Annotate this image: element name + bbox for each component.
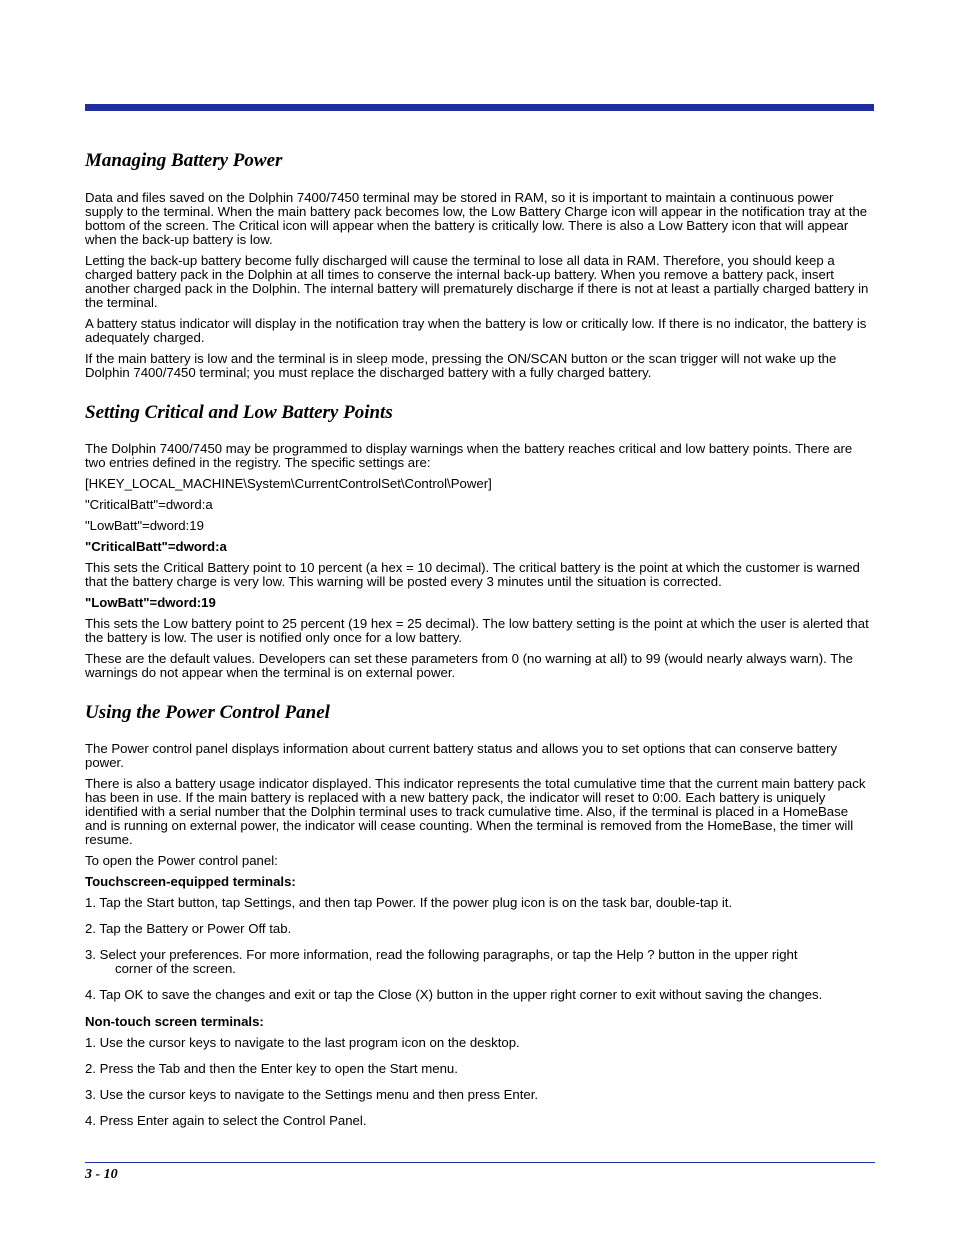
paragraph: These are the default values. Developers can set these parameters from 0 (no warning at all) to 99 (would nearly always warn). The warnings do not appear when the terminal is on external power. — [85, 651, 853, 680]
list-item: 2. Press the Tab and then the Enter key to open the Start menu. — [85, 1061, 458, 1076]
paragraph: To open the Power control panel: — [85, 853, 278, 868]
list-item-text: 3. Select your preferences. For more information, read the following paragraphs, or tap the Help ? button in the upper right — [85, 947, 798, 962]
paragraph: There is also a battery usage indicator displayed. This indicator represents the total cumulative time that the current main battery pack has been in use. If the main battery is replaced with a new battery pack, the indicator will reset to 0:00. Each battery is uniquely identified with a serial number that the Dolphin terminal uses to track cumulative time. Also, if the terminal is placed in a HomeBase and is running on external power, the indicator will cease counting. When the terminal is removed from the HomeBase, the timer will resume. — [85, 776, 866, 847]
subheading-critical-batt: "CriticalBatt"=dword:a — [85, 539, 227, 554]
paragraph: A battery status indicator will display in the notification tray when the battery is low or critically low. If there is no indicator, the battery is adequately charged. — [85, 316, 867, 345]
paragraph: This sets the Low battery point to 25 percent (19 hex = 25 decimal). The low battery setting is the point at which the user is alerted that the battery is low. The user is notified only once for a low battery. — [85, 616, 869, 645]
list-item: 1. Tap the Start button, tap Settings, and then tap Power. If the power plug icon is on the task bar, double-tap it. — [85, 895, 733, 910]
subheading-touchscreen: Touchscreen-equipped terminals: — [85, 874, 296, 889]
subheading-non-touch: Non-touch screen terminals: — [85, 1014, 264, 1029]
section-title-setting-battery-points: Setting Critical and Low Battery Points — [85, 402, 393, 423]
paragraph: The Dolphin 7400/7450 may be programmed to display warnings when the battery reaches critical and low battery points. There are two entries defined in the registry. The specific settings are: — [85, 441, 853, 470]
list-item: 2. Tap the Battery or Power Off tab. — [85, 921, 292, 936]
header-rule — [85, 104, 874, 111]
list-item: 1. Use the cursor keys to navigate to the last program icon on the desktop. — [85, 1035, 520, 1050]
page-number: 3 - 10 — [85, 1167, 118, 1182]
registry-key: [HKEY_LOCAL_MACHINE\System\CurrentControlSet\Control\Power] — [85, 476, 492, 491]
section-title-managing-battery-power: Managing Battery Power — [85, 150, 283, 171]
non-touch-steps-list — [85, 1036, 870, 1128]
section-title-power-control-panel: Using the Power Control Panel — [85, 702, 330, 723]
list-item: 4. Tap OK to save the changes and exit or tap the Close (X) button in the upper right corner to exit without saving the changes. — [85, 987, 823, 1002]
registry-value-low: "LowBatt"=dword:19 — [85, 518, 204, 533]
paragraph: This sets the Critical Battery point to 10 percent (a hex = 10 decimal). The critical battery is the point at which the customer is warned that the battery charge is very low. This warning will be posted every 3 minutes until the situation is corrected. — [85, 560, 860, 589]
touchscreen-steps-list — [85, 896, 870, 1002]
subheading-low-batt: "LowBatt"=dword:19 — [85, 595, 216, 610]
list-item — [85, 948, 870, 976]
page-content — [85, 150, 870, 1128]
paragraph: Data and files saved on the Dolphin 7400/7450 terminal may be stored in RAM, so it is important to maintain a continuous power supply to the terminal. When the main battery pack becomes low, the Low Battery Charge icon will appear in the notification tray at the bottom of the screen. The Critical icon will appear when the battery is critically low. There is also a Low Battery icon that will appear when the back-up battery is low. — [85, 190, 868, 247]
list-item-continuation: corner of the screen. — [115, 961, 236, 976]
registry-value-critical: "CriticalBatt"=dword:a — [85, 497, 213, 512]
paragraph: Letting the back-up battery become fully discharged will cause the terminal to lose all data in RAM. Therefore, you should keep a charged battery pack in the Dolphin at all times to conserve the internal back-up battery. When you remove a battery pack, insert another charged pack in the Dolphin. The internal battery will prematurely discharge if there is not at least a partially charged battery in the terminal. — [85, 253, 869, 310]
paragraph: The Power control panel displays information about current battery status and allows you to set options that can conserve battery power. — [85, 741, 838, 770]
footer-rule — [85, 1162, 875, 1163]
paragraph: If the main battery is low and the terminal is in sleep mode, pressing the ON/SCAN button or the scan trigger will not wake up the Dolphin 7400/7450 terminal; you must replace the discharged battery with a fully charged battery. — [85, 351, 837, 380]
list-item: 4. Press Enter again to select the Control Panel. — [85, 1113, 367, 1128]
list-item: 3. Use the cursor keys to navigate to the Settings menu and then press Enter. — [85, 1087, 539, 1102]
